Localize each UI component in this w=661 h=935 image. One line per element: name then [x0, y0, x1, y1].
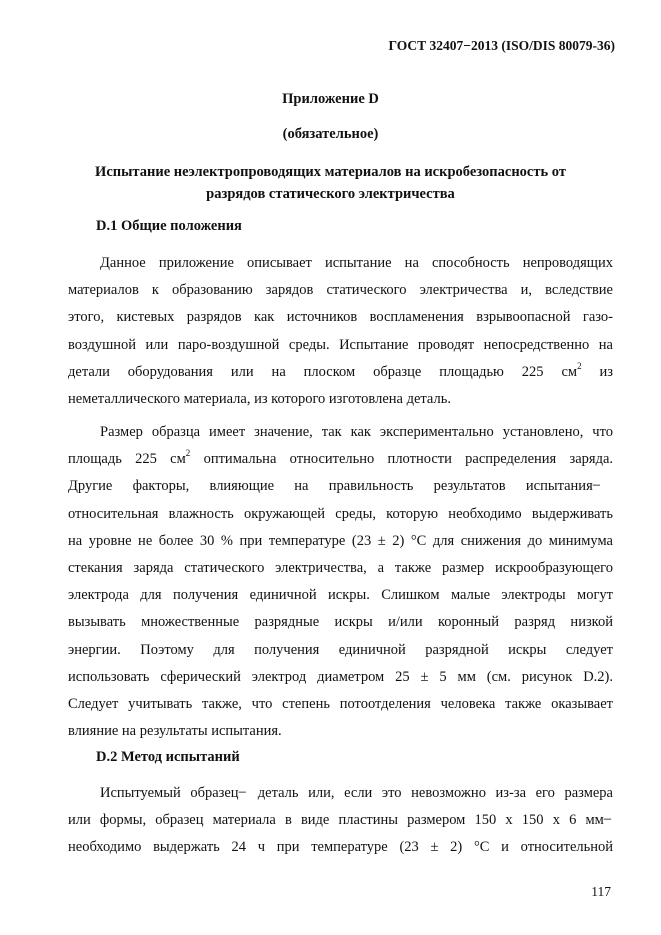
text-line: стекания заряда статического электричества, а также размер искрообразующего	[68, 560, 613, 577]
page-number: 117	[591, 884, 611, 899]
text-line: неметаллического материала, из которого изготовлена деталь.	[68, 391, 451, 408]
standard-code-header: ГОСТ 32407−2013 (ISO/DIS 80079-36)	[388, 38, 615, 53]
text-line: использовать сферический электрод диаметром 25 ± 5 мм (см. рисунок D.2).	[68, 668, 613, 685]
text-line	[68, 359, 613, 386]
text-line: влияние на результаты испытания.	[68, 723, 282, 740]
text-line: Данное приложение описывает испытание на способность непроводящих	[100, 255, 613, 271]
text-line: Испытуемый образец ̶ деталь или, если это невозможно из-за его размера	[100, 785, 613, 801]
annex-title: Приложение D	[282, 91, 379, 107]
text-line: Размер образца имеет значение, так как экспериментально установлено, что	[100, 424, 613, 440]
text-line: материалов к образованию зарядов статического электричества и, вследствие	[68, 282, 613, 299]
text-line: энергии. Поэтому для получения единичной разрядной искры следует	[68, 641, 613, 658]
text-line: Другие факторы, влияющие на правильность результатов испытания ̶	[68, 478, 613, 495]
superscript: 2	[185, 448, 191, 459]
text-line: необходимо выдержать 24 ч при температуре (23 ± 2) °С и относительной	[68, 839, 613, 856]
paragraph-general-2	[68, 419, 613, 745]
annex-heading-line2: разрядов статического электричества	[206, 186, 455, 202]
text-fragment: оптимальна относительно плотности распределения заряда.	[190, 451, 614, 468]
annex-heading	[0, 161, 661, 205]
superscript: 2	[577, 360, 582, 371]
paragraph-general-1	[68, 250, 613, 413]
text-line: или формы, образец материала в виде пластины размером 150 х 150 х 6 мм ̶	[68, 812, 613, 829]
text-line: Следует учитывать также, что степень потоотделения человека также оказывает	[68, 696, 613, 713]
text-fragment: детали оборудования или на плоском образце площадью 225 см	[68, 363, 578, 380]
section-heading-d2: D.2 Метод испытаний	[96, 749, 240, 765]
text-line	[68, 446, 613, 473]
text-fragment: площадь 225 см	[68, 451, 186, 468]
text-fragment: из	[581, 363, 613, 380]
text-line: вызывать множественные разрядные искры и/или коронный разряд низкой	[68, 614, 613, 631]
text-line: относительная влажность окружающей среды, которую необходимо выдерживать	[68, 505, 613, 522]
annex-heading-line1: Испытание неэлектропроводящих материалов на искробезопасность от	[95, 164, 566, 180]
text-line: этого, кистевых разрядов как источников воспламенения взрывоопасной газо-	[68, 309, 613, 326]
text-line: воздушной или паро-воздушной среды. Испытание проводят непосредственно на	[68, 336, 613, 353]
annex-status: (обязательное)	[282, 126, 379, 142]
text-line: на уровне не более 30 % при температуре (23 ± 2) °С для снижения до минимума	[68, 532, 613, 549]
section-heading-d1: D.1 Общие положения	[96, 218, 242, 234]
paragraph-method	[68, 780, 613, 862]
text-line: электрода для получения единичной искры. Слишком малые электроды могут	[68, 587, 613, 604]
